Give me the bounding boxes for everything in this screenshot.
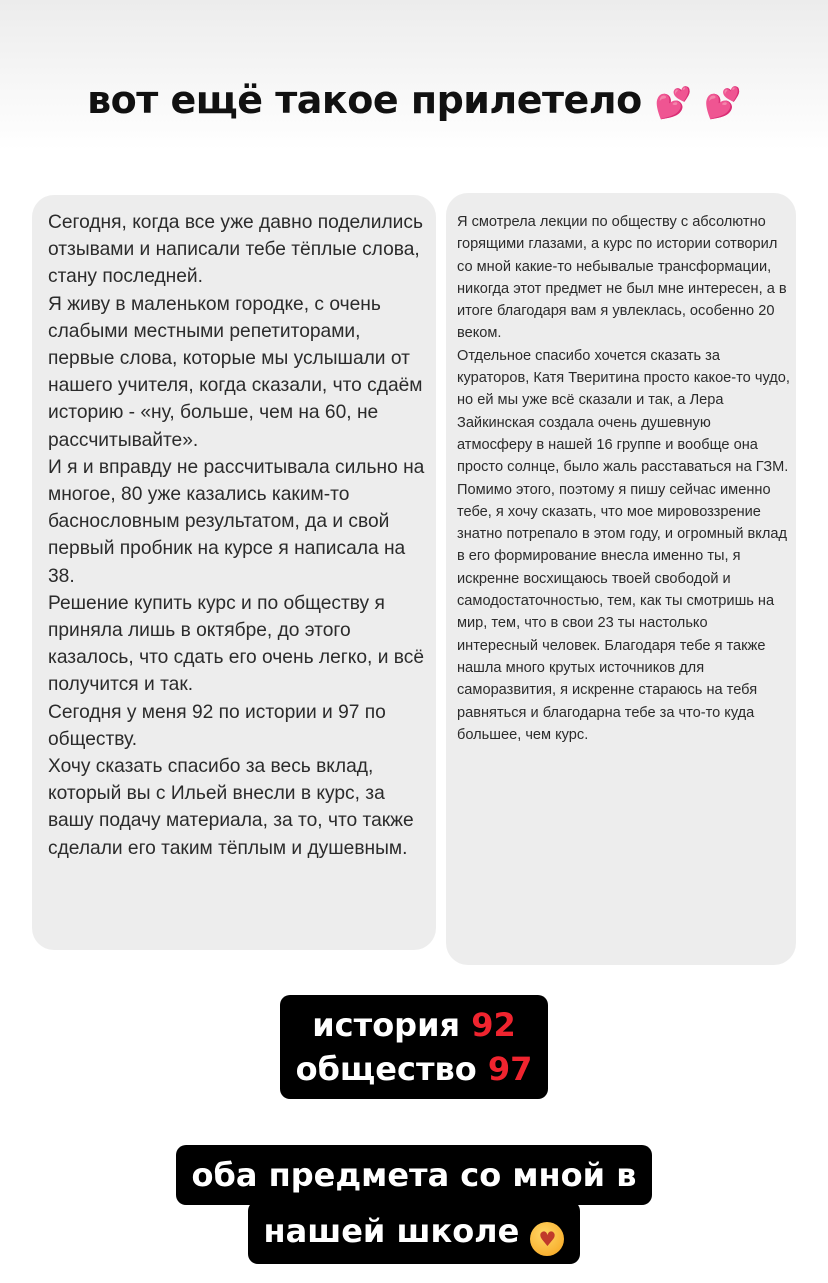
message-bubble-right xyxy=(446,193,796,965)
school-caption-line2: нашей школе xyxy=(263,1212,520,1250)
scores-caption xyxy=(0,995,828,1099)
message-paragraph: Хочу сказать спасибо за весь вклад, который вы с Ильей внесли в курс, за вашу подачу материала, за то, что также сделали его таким тёплым и душевным. xyxy=(48,756,414,859)
message-paragraph: И я и вправду не рассчитывала сильно на многое, 80 уже казались каким-то баснословным результатом, да и свой первый пробник на курсе я написала на 38. xyxy=(48,456,425,587)
society-score: 97 xyxy=(487,1050,533,1088)
message-paragraph: Сегодня у меня 92 по истории и 97 по обществу. xyxy=(48,701,386,750)
society-score-line xyxy=(296,1047,533,1091)
history-score: 92 xyxy=(471,1006,516,1044)
story-headline xyxy=(0,78,828,122)
scores-box xyxy=(280,995,549,1099)
message-paragraph: Отдельное спасибо хочется сказать за кураторов, Катя Тверитина просто какое-то чудо, но ей мы уже всё сказали и так, а Лера Зайкинская создала очень душевную атмосферу в нашей 16 группе и вообще она просто солнце, было жаль расставаться на ГЗМ. xyxy=(457,347,790,476)
society-label: общество xyxy=(295,1050,477,1088)
headline-text: вот ещё такое прилетело xyxy=(87,78,642,122)
message-paragraph: Помимо этого, поэтому я пишу сейчас именно тебе, я хочу сказать, что мое мировоззрение знатно потрепало в этом году, и огромный вклад в его формирование внесла именно ты, я искренне восхищаюсь твоей свободой и самодостаточностью, тем, как ты смотришь на мир, тем, что в свои 23 ты настолько интересный человек. Благодаря тебе я также нашла много крутых источников для саморазвития, я искренне стараюсь на тебя равняться и благодарна тебе за что-то куда большее, чем курс. xyxy=(457,481,787,743)
smiling-face-with-hearts-icon: ♥ xyxy=(530,1222,564,1256)
history-label: история xyxy=(312,1006,461,1044)
school-caption xyxy=(0,1145,828,1264)
message-paragraph: Я смотрела лекции по обществу с абсолютно горящими глазами, а курс по истории сотворил со мной какие-то небывалые трансформации, никогда этот предмет не был мне интересен, а в итоге благодаря вам я увлеклась, особенно 20 веком. xyxy=(457,214,787,342)
message-paragraph: Решение купить курс и по обществу я приняла лишь в октябре, до этого казалось, что сдать его очень легко, и всё получится и так. xyxy=(48,592,424,696)
history-score-line xyxy=(296,1003,533,1047)
message-bubble-left xyxy=(32,195,436,950)
heart-icon: 💕 xyxy=(704,86,741,121)
message-paragraph: Сегодня, когда все уже давно поделились отзывами и написали тебе тёплые слова, стану последней. xyxy=(48,212,423,288)
school-caption-line1-box: оба предмета со мной в xyxy=(176,1145,653,1205)
message-paragraph: Я живу в маленьком городке, с очень слабыми местными репетиторами, первые слова, которые мы услышали от нашего учителя, когда сказали, что сдаём историю - «ну, больше, чем на 60, не рассчитывайте». xyxy=(48,293,423,451)
top-gradient xyxy=(0,0,828,150)
heart-icon: 💕 xyxy=(654,86,692,121)
school-caption-line2-box xyxy=(248,1201,581,1264)
